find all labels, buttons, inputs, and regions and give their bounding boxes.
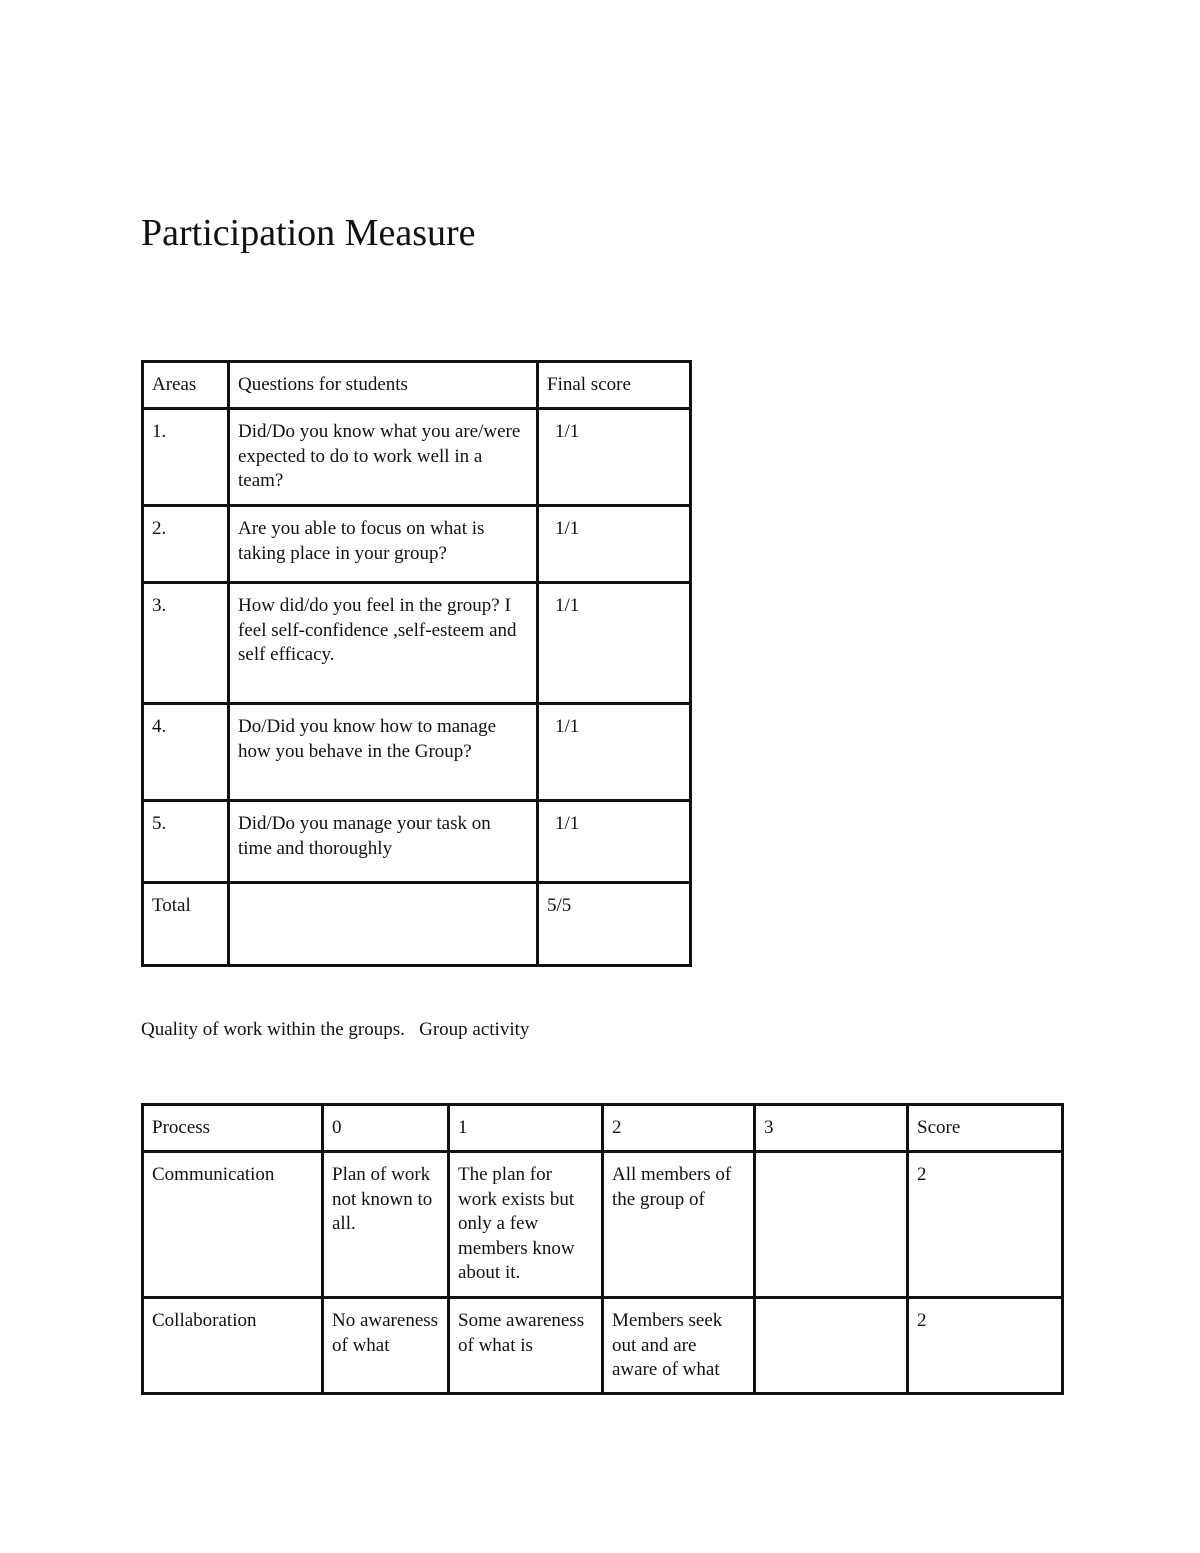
quality-section-heading: Quality of work within the groups. Group activity	[141, 1019, 530, 1040]
process-rubric-table	[141, 1103, 1064, 1395]
level-0-description: No awareness of what	[323, 1298, 449, 1394]
level-1-description: Some awareness of what is	[449, 1298, 603, 1394]
question-text: Do/Did you know how to manage how you behave in the Group?	[229, 704, 538, 801]
level-1-description: The plan for work exists but only a few members know about it.	[449, 1152, 603, 1298]
question-text: Did/Do you know what you are/were expected to do to work well in a team?	[229, 409, 538, 506]
level-2-description: Members seek out and are aware of what	[603, 1298, 755, 1394]
level-2-description: All members of the group of	[603, 1152, 755, 1298]
level-3-description	[755, 1152, 908, 1298]
header-process: Process	[143, 1105, 323, 1152]
final-score: 1/1	[538, 409, 691, 506]
area-number: 3.	[143, 583, 229, 704]
level-3-description	[755, 1298, 908, 1394]
header-level-2: 2	[603, 1105, 755, 1152]
process-score: 2	[908, 1152, 1063, 1298]
table-header-row	[143, 1105, 1063, 1152]
header-level-0: 0	[323, 1105, 449, 1152]
process-name: Communication	[143, 1152, 323, 1298]
total-score: 5/5	[538, 883, 691, 966]
table-row	[143, 801, 691, 883]
level-0-description: Plan of work not known to all.	[323, 1152, 449, 1298]
header-level-3: 3	[755, 1105, 908, 1152]
question-text: Did/Do you manage your task on time and thoroughly	[229, 801, 538, 883]
header-level-1: 1	[449, 1105, 603, 1152]
total-row	[143, 883, 691, 966]
table-row	[143, 1152, 1063, 1298]
header-areas: Areas	[143, 362, 229, 409]
final-score: 1/1	[538, 583, 691, 704]
table-row	[143, 1298, 1063, 1394]
area-number: 5.	[143, 801, 229, 883]
table-header-row	[143, 362, 691, 409]
final-score: 1/1	[538, 704, 691, 801]
final-score: 1/1	[538, 506, 691, 583]
header-score: Score	[908, 1105, 1063, 1152]
process-score: 2	[908, 1298, 1063, 1394]
header-questions: Questions for students	[229, 362, 538, 409]
table-row	[143, 409, 691, 506]
area-number: 2.	[143, 506, 229, 583]
final-score: 1/1	[538, 801, 691, 883]
area-number: 1.	[143, 409, 229, 506]
area-number: 4.	[143, 704, 229, 801]
total-label: Total	[143, 883, 229, 966]
header-final-score: Final score	[538, 362, 691, 409]
table-row	[143, 583, 691, 704]
page-title: Participation Measure	[141, 212, 476, 254]
participation-table	[141, 360, 692, 967]
total-question	[229, 883, 538, 966]
process-name: Collaboration	[143, 1298, 323, 1394]
question-text: How did/do you feel in the group? I feel self-confidence ,self-esteem and self efficacy.	[229, 583, 538, 704]
table-row	[143, 506, 691, 583]
table-row	[143, 704, 691, 801]
question-text: Are you able to focus on what is taking place in your group?	[229, 506, 538, 583]
